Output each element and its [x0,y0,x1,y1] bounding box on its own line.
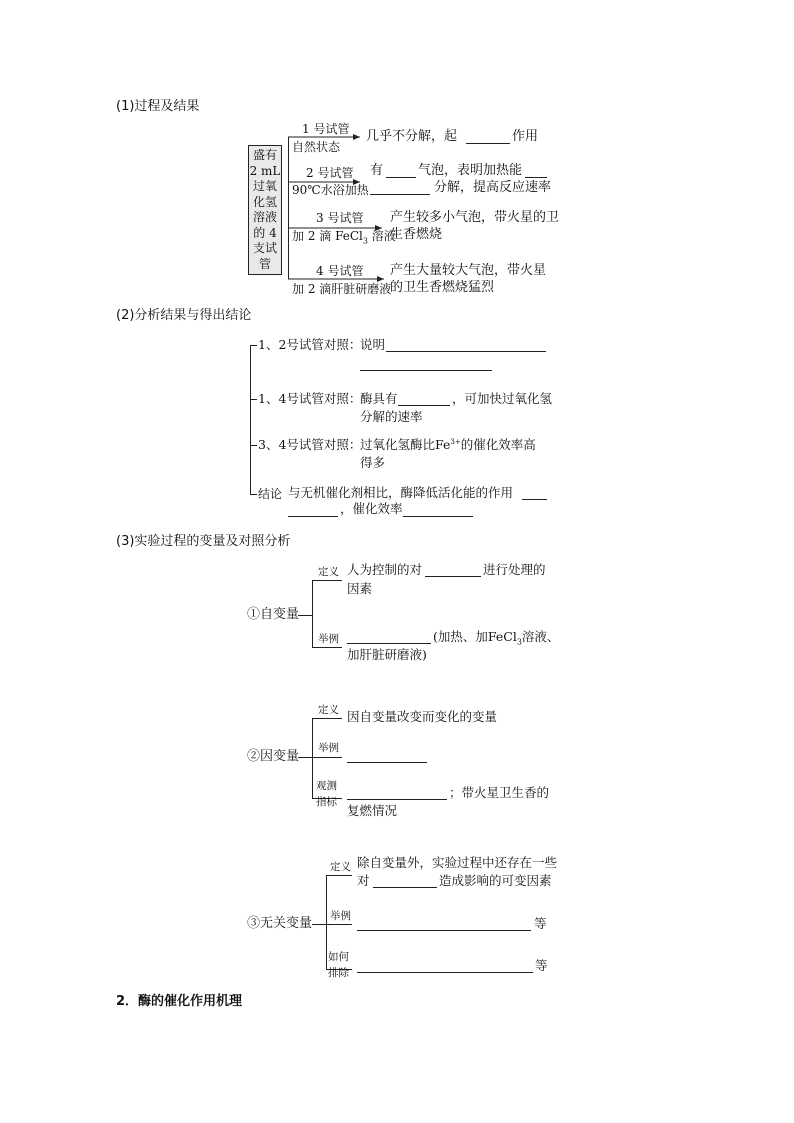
irrelevant-def-c: 造成影响的可变因素 [439,873,552,888]
conclusion-text-b: ，催化效率 [340,501,403,516]
tube4-result-b: 的卫生香燃烧猛烈 [390,280,495,295]
blank-line [425,576,481,577]
conclusion-text-a: 与无机催化剂相比，酶降低活化能的作用 [288,485,514,500]
blank-line [373,887,437,888]
independent-ex-b: 加肝脏研磨液) [347,647,427,662]
row2-text-c: 分解的速率 [360,409,423,424]
tube3-name: 3 号试管 [316,211,364,225]
row1-label: 1、2号试管对照： [258,337,362,352]
conclusion-label: 结论 [258,487,283,501]
irrelevant-rm-suffix: 等 [535,958,548,973]
bracket-tick [250,345,257,346]
connector [312,718,342,719]
tube2-condition: 90℃水浴加热 [292,183,369,197]
box-line: 2 mL [249,163,281,178]
connector [326,875,352,876]
independent-def-a: 人为控制的对 [347,562,423,577]
connector [298,757,312,758]
blank-line [522,499,547,500]
connector [312,924,326,925]
dependent-obs-b: 复燃情况 [347,803,398,818]
tube3-result-b: 生香燃烧 [390,227,443,242]
box-line: 的 4 [253,225,277,240]
connector [312,580,342,581]
connector [312,757,342,758]
row2-text-b: ，可加快过氧化氢 [452,391,553,406]
blank-line [386,177,416,178]
independent-ex-a: (加热、加FeCl$_3$溶液、 [433,629,560,647]
blank-line [386,351,546,352]
tube1-name: 1 号试管 [302,122,350,136]
row3-text-b: 得多 [360,455,386,470]
tube2-result-a1: 有 [370,163,384,178]
section1-heading: (1)过程及结果 [116,99,200,114]
irrelevant-rm-label-a: 如何 [328,951,349,963]
tube2-result-b: 分解，提高反应速率 [434,180,552,195]
independent-title: ①自变量 [247,607,300,622]
box-line: 过氧 [252,179,277,193]
box-line: 盛有 [252,148,277,162]
bracket-tick [250,399,257,400]
irrelevant-def-label: 定义 [330,861,351,873]
blank-line [466,143,510,144]
section2-heading: (2)分析结果与得出结论 [116,308,252,323]
irrelevant-def-b: 对 [357,873,370,888]
section3-heading: (3)实验过程的变量及对照分析 [116,534,291,549]
bracket [326,875,327,969]
tube4-condition: 加 2 滴肝脏研磨液 [292,282,392,296]
tube1-condition: 自然状态 [292,140,341,154]
dependent-ex-label: 举例 [318,742,339,754]
tube3-condition: 加 2 滴 FeCl$_3$ 溶液 [292,229,396,246]
independent-ex-label: 举例 [318,633,339,645]
tube3-result-a: 产生较多小气泡，带火星的卫 [390,210,560,225]
irrelevant-title: ③无关变量 [247,916,313,931]
connector [298,615,312,616]
bracket [312,580,313,647]
tube1-result-a: 几乎不分解，起 [366,129,458,144]
irrelevant-ex-label: 举例 [330,910,351,922]
blank-line [370,194,430,195]
blank-line [403,516,473,517]
connector [312,647,342,648]
box-line: 化氢 [252,194,277,209]
box-line: 溶液 [252,210,277,224]
tube1-result-b: 作用 [512,129,539,144]
row1-text: 说明 [360,337,386,352]
box-line: 管 [258,256,271,271]
tube4-name: 4 号试管 [316,264,364,278]
row2-label: 1、4号试管对照： [258,391,362,406]
tube4-result-a: 产生大量较大气泡，带火星 [390,263,547,278]
row2-text-a: 酶具有 [360,391,398,406]
blank-line [357,930,531,931]
bracket [312,718,313,798]
blank-line [347,643,431,644]
dependent-obs-a: ；带火星卫生香的 [449,785,550,800]
dependent-obs-label-b: 指标 [316,796,337,808]
section4-heading: 2．酶的催化作用机理 [116,994,243,1009]
irrelevant-rm-label-b: 排除 [328,967,349,979]
tube2-name: 2 号试管 [306,166,354,180]
independent-def-b: 进行处理的 [483,562,546,577]
independent-def-label: 定义 [318,566,339,578]
tube2-result-a2: 气泡，表明加热能 [418,163,523,178]
dependent-title: ②因变量 [247,749,300,764]
bracket-tick [250,494,257,495]
blank-line [347,762,427,763]
bracket-tick [250,445,257,446]
dependent-def: 因自变量改变而变化的变量 [347,709,498,724]
blank-line [360,370,492,371]
blank-line [288,516,338,517]
dependent-def-label: 定义 [318,704,339,716]
blank-line [347,799,447,800]
independent-def-c: 因素 [347,581,373,596]
box-line: 支试 [252,241,277,255]
irrelevant-ex-suffix: 等 [534,916,547,931]
blank-line [525,177,547,178]
blank-line [357,972,533,973]
irrelevant-def-a: 除自变量外，实验过程中还存在一些 [357,855,558,870]
row3-label: 3、4号试管对照： [258,437,362,452]
connector [326,924,352,925]
row3-text-a: 过氧化氢酶比$Fe^{3+}$的催化效率高 [360,437,536,452]
section2-bracket [250,345,251,494]
blank-line [398,405,450,406]
dependent-obs-label-a: 观测 [316,780,337,792]
